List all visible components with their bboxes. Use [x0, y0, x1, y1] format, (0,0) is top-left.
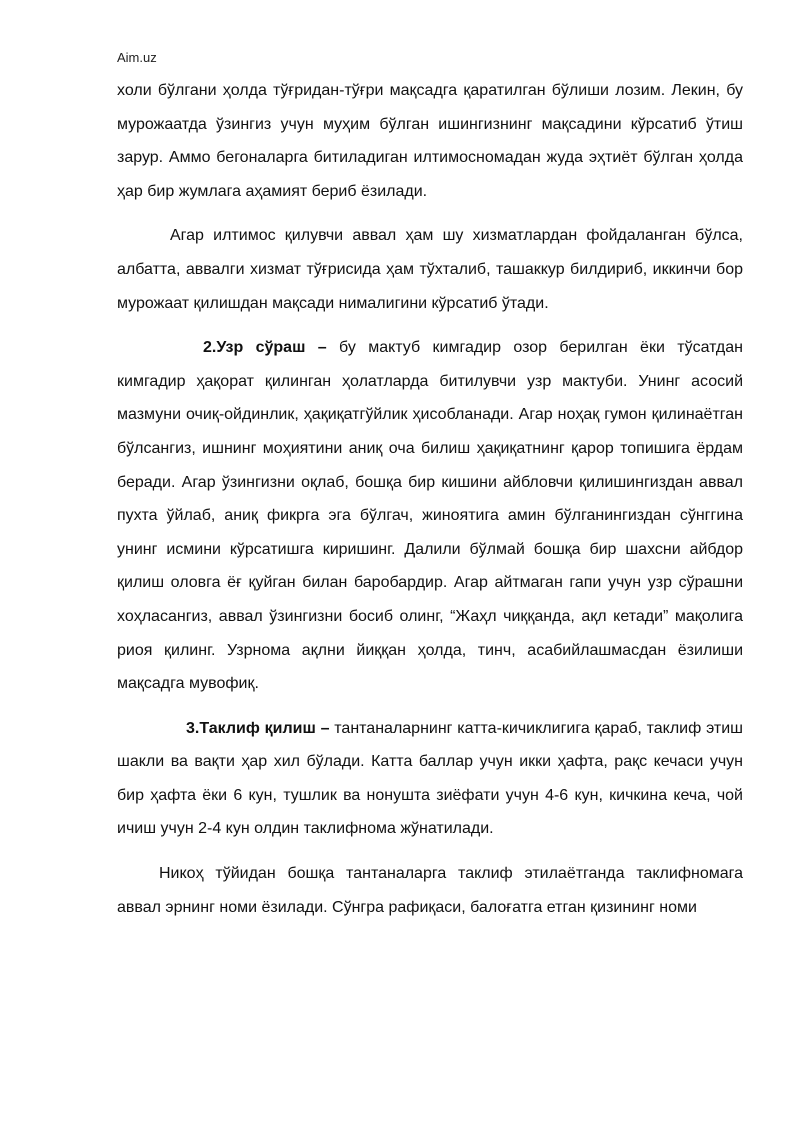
apology-text: бу мактуб кимгадир озор берилган ёки тўсатдан кимгадир ҳақорат қилинган ҳолатларда битилувчи узр мактуби. Унинг асосий мазмуни очиқ-ойдинлик, ҳақиқатгўйлик ҳисобланади. Агар ноҳақ гумон қилинаётган бўлсангиз, ишнинг моҳиятини аниқ оча билиш ҳақиқатнинг қарор топишига ёрдам беради. Агар ўзингизни оқлаб, бошқа бир кишини айбловчи қилишингиздан аввал пухта ўйлаб, аниқ фикрга эга бўлгач, жиноятига амин бўлганингиздан сўнггина унинг исмини кўрсатишга киришинг. Далили бўлмай бошқа бир шахсни айбдор қилиш оловга ёғ қуйган билан баробардир. Агар айтмаган гапи учун узр сўрашни хоҳласангиз, аввал ўзингизни босиб олинг, “Жаҳл чиққанда, ақл кетади” мақолига риоя қилинг. Узрнома ақлни йиққан ҳолда, тинч, асабийлашмасдан ёзилиши мақсадга мувофиқ.: [117, 339, 743, 693]
paragraph-2: Агар илтимос қилувчи аввал ҳам шу хизматлардан фойдаланган бўлса, албатта, аввалги хизмат тўғрисида ҳам тўхталиб, ташаккур билдириб, иккинчи бор мурожаат қилишдан мақсади нималигини кўрсатиб ўтади.: [117, 227, 743, 312]
site-header: Aim.uz: [117, 50, 157, 65]
paragraph-invitation: [117, 712, 743, 846]
apology-heading: 2.Узр сўраш –: [203, 339, 327, 357]
paragraph-1: холи бўлгани ҳолда тўғридан-тўғри мақсадга қаратилган бўлиши лозим. Лекин, бу мурожаатда ўзингиз учун муҳим бўлган ишингизнинг мақсадини кўрсатиб ўтиш зарур. Аммо бегоналарга битиладиган илтимосномадан жуда эҳтиёт бўлган ҳолда ҳар бир жумлага аҳамият бериб ёзилади.: [117, 82, 743, 200]
invitation-heading: 3.Таклиф қилиш –: [186, 719, 330, 737]
paragraph-5: Никоҳ тўйидан бошқа тантаналарга таклиф этилаётганда таклифномага аввал эрнинг номи ёзилади. Сўнгра рафиқаси, балоғатга етган қизининг номи: [117, 865, 743, 916]
invitation-text: тантаналарнинг катта-кичиклигига қараб, таклиф этиш шакли ва вақти ҳар хил бўлади. Катта баллар учун икки ҳафта, рақс кечаси учун бир ҳафта ёки 6 кун, тушлик ва нонушта зиёфати учун 4-6 кун, кичкина кеча, чой ичиш учун 2-4 кун олдин таклифнома жўнатилади.: [117, 719, 743, 838]
paragraph-apology: [117, 331, 743, 701]
document-body: [117, 74, 743, 924]
